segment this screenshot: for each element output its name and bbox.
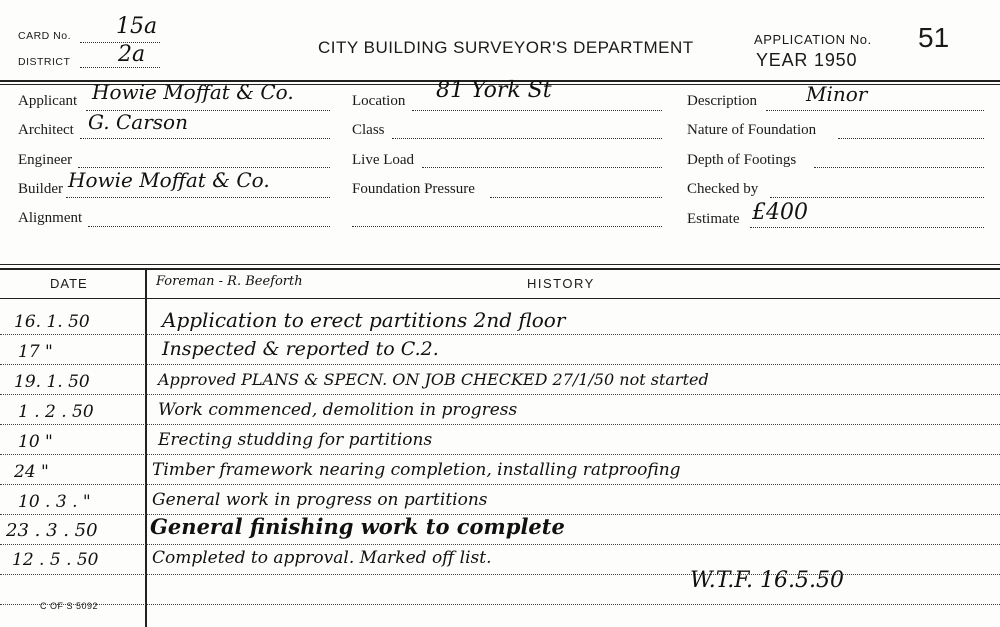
blank-line-middle [352, 226, 662, 227]
department-title: CITY BUILDING SURVEYOR'S DEPARTMENT [318, 38, 694, 57]
history-top-line-thin [0, 264, 1000, 265]
description-line [766, 110, 984, 111]
district-value: 2a [118, 42, 146, 67]
applicant-value: Howie Moffat & Co. [92, 80, 294, 104]
builder-label: Builder [18, 181, 63, 197]
entry-text: Erecting studding for partitions [158, 430, 433, 450]
location-label: Location [352, 93, 406, 109]
row-line [0, 604, 1000, 605]
foundation-pressure-label: Foundation Pressure [352, 181, 475, 197]
architect-label: Architect [18, 122, 74, 138]
builder-line [66, 197, 330, 198]
entry-text: Inspected & reported to C.2. [162, 338, 439, 360]
entry-text: General finishing work to complete [150, 514, 565, 539]
row-line [0, 574, 1000, 575]
form-code: C OF S 5092 [40, 601, 99, 611]
checked-line [770, 197, 984, 198]
entry-date: 19. 1. 50 [14, 372, 90, 392]
estimate-label: Estimate [687, 211, 740, 227]
location-value: 81 York St [436, 78, 552, 103]
description-label: Description [687, 93, 757, 109]
entry-text: Work commenced, demolition in progress [158, 400, 518, 420]
entry-date: 16. 1. 50 [14, 312, 90, 332]
entry-date: 10 " [18, 432, 53, 452]
live-load-label: Live Load [352, 152, 415, 168]
class-line [392, 138, 662, 139]
card-no-label: CARD No. [18, 30, 72, 42]
history-top-line [0, 268, 1000, 270]
entry-date: 24 " [14, 462, 49, 482]
history-header-bottom-line [0, 298, 1000, 299]
alignment-label: Alignment [18, 210, 83, 226]
class-label: Class [352, 122, 385, 138]
depth-of-footings-label: Depth of Footings [687, 152, 797, 168]
live-load-line [422, 167, 662, 168]
architect-line [80, 138, 330, 139]
checked-by-label: Checked by [687, 181, 759, 197]
row-line [0, 484, 1000, 485]
estimate-line [750, 227, 984, 228]
row-line [0, 544, 1000, 545]
entry-date: 1 . 2 . 50 [18, 402, 94, 422]
application-number: 51 [918, 22, 950, 53]
nature-of-foundation-label: Nature of Foundation [687, 122, 817, 138]
district-label: DISTRICT [18, 56, 71, 68]
location-line [412, 110, 662, 111]
row-line [0, 394, 1000, 395]
applicant-label: Applicant [18, 93, 78, 109]
depth-line [814, 167, 984, 168]
date-column-header: DATE [50, 276, 88, 291]
foreman-note: Foreman - R. Beeforth [156, 274, 303, 289]
application-label: APPLICATION No. [754, 32, 872, 47]
description-value: Minor [806, 82, 868, 106]
entry-text: General work in progress on partitions [152, 490, 488, 510]
row-line [0, 424, 1000, 425]
foundation-pressure-line [490, 197, 662, 198]
history-column-header: HISTORY [527, 276, 595, 291]
year-label: YEAR 1950 [756, 50, 858, 70]
card-no-value: 15a [116, 14, 158, 39]
engineer-label: Engineer [18, 152, 73, 168]
entry-text: Approved PLANS & SPECN. ON JOB CHECKED 27/1/50 not started [158, 370, 709, 389]
entry-text: Timber framework nearing completion, installing ratproofing [152, 460, 681, 480]
entry-date: 17 " [18, 342, 53, 362]
entry-text: Completed to approval. Marked off list. [152, 548, 492, 568]
district-line [80, 67, 160, 68]
row-line [0, 364, 1000, 365]
row-line [0, 454, 1000, 455]
entry-date: 10 . 3 . " [18, 492, 91, 512]
architect-value: G. Carson [88, 110, 188, 134]
entry-text: Application to erect partitions 2nd floor [162, 308, 566, 332]
estimate-value: £400 [752, 200, 808, 225]
nature-line [838, 138, 984, 139]
row-line [0, 334, 1000, 335]
entry-date: 23 . 3 . 50 [6, 520, 98, 541]
alignment-line [88, 226, 330, 227]
signoff-initials: W.T.F. 16.5.50 [690, 568, 844, 593]
builder-value: Howie Moffat & Co. [68, 168, 270, 192]
entry-date: 12 . 5 . 50 [12, 550, 99, 570]
